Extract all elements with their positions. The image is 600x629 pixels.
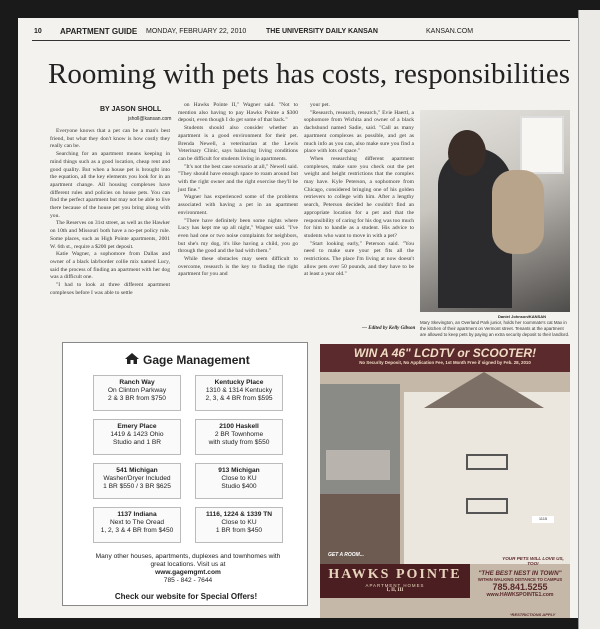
photo-credit: Daniel Johnson/KANSAN <box>498 314 547 319</box>
paragraph: "There have definitely been some nights where Lucy has kept me up all night," Wagner said. "I've even had one or two noise complaints for neighbors, but she's my dog, it's like having a child, you go through the good and the bad with them." <box>178 217 298 255</box>
listing-card <box>93 375 181 411</box>
listing-name: 2100 Haskell <box>219 423 259 430</box>
photo-caption: Mary Skevington, an Overland Park junior, holds her roommate's cat Max in the kitchen of their apartment on Vermont street. Tenants at the apartment are allowed to keep pets by paying an extra security deposit to their landlord. <box>420 320 570 337</box>
paragraph: Everyone knows that a pet can be a man's best friend, but what they don't know is how costly they really can be. <box>50 128 170 150</box>
pool-photo <box>320 384 400 494</box>
pool-chairs <box>326 450 390 480</box>
paragraph: on Hawks Pointe II," Wagner said. "Not to mention also having to pay Hawks Pointe a $300 deposit, even though I do get some of that back." <box>178 102 298 124</box>
pets-text: YOUR PETS WILL LOVE US, TOO! <box>502 556 564 566</box>
paragraph: Students should also consider whether an apartment is a good environment for their pet. Brenda Newell, a veterinarian at the Lewis Veterinary Clinic, says balancing living conditions can be difficult for students living in apartments. <box>178 125 298 162</box>
house-icon <box>125 353 139 364</box>
hawks-pointe-logo <box>320 564 470 598</box>
photo-cat <box>492 170 544 254</box>
gage-more-text: Many other houses, apartments, duplexes and townhomes with great locations. Visit us at <box>95 553 281 568</box>
article-column-1 <box>50 128 170 297</box>
headline: Rooming with pets has costs, responsibilities <box>48 58 570 90</box>
paper-name: THE UNIVERSITY DAILY KANSAN <box>266 28 378 35</box>
header-rule <box>32 40 570 41</box>
listing-card <box>195 463 283 499</box>
listing-details: 2 BR Townhome with study from $550 <box>208 431 270 446</box>
article-photo <box>420 110 570 312</box>
gage-ad-title-text: Gage Management <box>143 353 250 367</box>
hawks-pointe-ad <box>320 344 570 618</box>
restrictions-note: *RESTRICTIONS APPLY <box>510 612 556 617</box>
listing-details: Next to The Oread 1, 2, 3 & 4 BR from $450 <box>100 519 174 534</box>
gage-url: www.gagemgmt.com <box>155 569 221 576</box>
section-name: APARTMENT GUIDE <box>60 27 138 36</box>
photo-person-head <box>448 130 486 176</box>
byline: BY JASON SHOLL <box>100 106 162 113</box>
listing-details: 1310 & 1314 Kentucky 2, 3, & 4 BR from $595 <box>205 387 273 402</box>
hawks-banner-headline: WIN A 46" LCDTV or SCOOTER! <box>353 346 537 360</box>
listing-card <box>195 419 283 455</box>
paragraph: Searching for an apartment means keeping in mind things such as a good location, cheap rent and good quality. But when a house pet is brought into the equation, all the key elements you look for in an apartment change. All housing complexes have different rules and policies on house pets. You can find the perfect apartment but may not be able to live there because of the house pet you bring along with you. <box>50 151 170 219</box>
photo-window <box>520 116 564 174</box>
building-balcony <box>466 498 508 514</box>
paragraph: Wagner has experienced some of the problems associated with having a pet in an apartment environment. <box>178 194 298 216</box>
paragraph: "I had to look at three different apartment complexes before I was able to settle <box>50 282 170 296</box>
get-a-room-text: GET A ROOM... <box>328 552 365 558</box>
listing-card <box>93 463 181 499</box>
listing-details: Close to KU 1 BR from $450 <box>215 519 263 534</box>
newspaper-page <box>18 18 578 618</box>
article-column-2 <box>178 102 298 279</box>
hawks-url: www.HAWKSPOINTE1.com <box>486 592 554 598</box>
walking-distance: WITHIN WALKING DISTANCE TO CAMPUS <box>477 577 563 582</box>
listing-card <box>93 507 181 543</box>
listing-name: 913 Michigan <box>218 467 260 474</box>
listing-card <box>195 375 283 411</box>
hawks-banner <box>320 344 570 372</box>
building-number: 1115 <box>532 516 554 523</box>
building-photo <box>404 392 570 564</box>
listing-name: Ranch Way <box>119 379 155 386</box>
paragraph: "It's not the best case scenario at all," Newell said. "They should have enough space to roam around but with the right owner and the right exercise they'll be just fine." <box>178 163 298 193</box>
paragraph: Katie Wagner, a sophomore from Dallas and owner of a black lab/border collie mix named Lucy, said the process of finding an apartment with her dog was a difficult one. <box>50 251 170 281</box>
page-number: 10 <box>34 28 42 35</box>
listing-name: 1137 Indiana <box>117 511 157 518</box>
paragraph: "Research, research, research," Evie Haertl, a sophomore from Wichita and owner of a black dachshund named Sadie, said. "Call as many apartment complexes as possible, and get as much info as you can, also make sure you find a place with lots of space." <box>304 109 414 155</box>
gage-management-ad <box>62 342 308 606</box>
listing-card <box>195 507 283 543</box>
listing-name: Kentucky Place <box>214 379 264 386</box>
hawks-contact <box>470 570 570 598</box>
paragraph: The Reserves on 31st street, as well as the Hawker on 10th and Missouri both have a no-pet policy rule. Some places, such as High Pointe apartments, 2001 W. 6th st., require a $200 pet deposit. <box>50 220 170 250</box>
hawks-phone: 785.841.5255 <box>492 582 548 592</box>
author-email: jsholl@kansan.com <box>128 116 172 122</box>
paragraph: your pet. <box>310 102 330 108</box>
listing-details: 1419 & 1423 Ohio Studio and 1 BR <box>110 431 164 446</box>
building-balcony <box>466 454 508 470</box>
gage-cta: Check our website for Special Offers! <box>114 592 258 601</box>
listing-name: 541 Michigan <box>116 467 158 474</box>
listing-name: 1116, 1224 & 1339 TN <box>206 511 272 518</box>
paragraph: While these obstacles may seem difficult to overcome, research is the key to finding the right apartment for you and <box>178 256 298 278</box>
adjacent-page-edge <box>578 10 600 629</box>
building-roof <box>424 372 544 408</box>
gage-phone: 785 - 842 - 7644 <box>163 577 213 584</box>
listing-name: Emery Place <box>117 423 157 430</box>
listing-details: Close to KU Studio $400 <box>221 475 257 490</box>
site-url: KANSAN.COM <box>426 28 474 35</box>
best-nest-slogan: "THE BEST NEST IN TOWN" <box>478 570 562 577</box>
gage-ad-title <box>125 353 250 367</box>
hawks-name: HAWKS POINTE <box>328 567 462 582</box>
dateline: MONDAY, FEBRUARY 22, 2010 <box>146 28 247 35</box>
article-column-3 <box>304 102 414 279</box>
hawks-roman: I, II, III <box>386 588 404 593</box>
listing-card <box>93 419 181 455</box>
hawks-banner-sub: No Security Deposit, No Application Fee, 1st Month Free if signed by Feb. 28, 2010 <box>359 360 531 365</box>
hawks-name-sub: APARTMENT HOMES <box>365 583 425 588</box>
paragraph: When researching different apartment complexes, make sure you check out the pet weight and height restrictions that the complex may have. Kyle Peterson, a sophomore from Chicago, considered bringing one of his golden retrievers to college with him. After a lengthy search, Peterson decided he couldn't find an appropriate location for a pet and that the responsibility of caring for his dog was too much for him to handle as a student. His advice to students who want to move in with a pet? <box>304 155 414 239</box>
listing-details: On Clinton Parkway 2 & 3 BR from $750 <box>107 387 167 402</box>
gage-more-info <box>93 553 283 585</box>
page-header <box>18 26 578 40</box>
listing-details: Washer/Dryer Included 1 BR $550 / 3 BR $625 <box>103 475 171 490</box>
paragraph: "Start looking early," Peterson said. "You need to make sure your pet fits all the restrictions. The place I'm living at now doesn't allow pets over 50 pounds, and they have to be at least a year old." <box>304 240 414 278</box>
editor-credit: — Edited by Kelly Gibson <box>362 326 416 331</box>
